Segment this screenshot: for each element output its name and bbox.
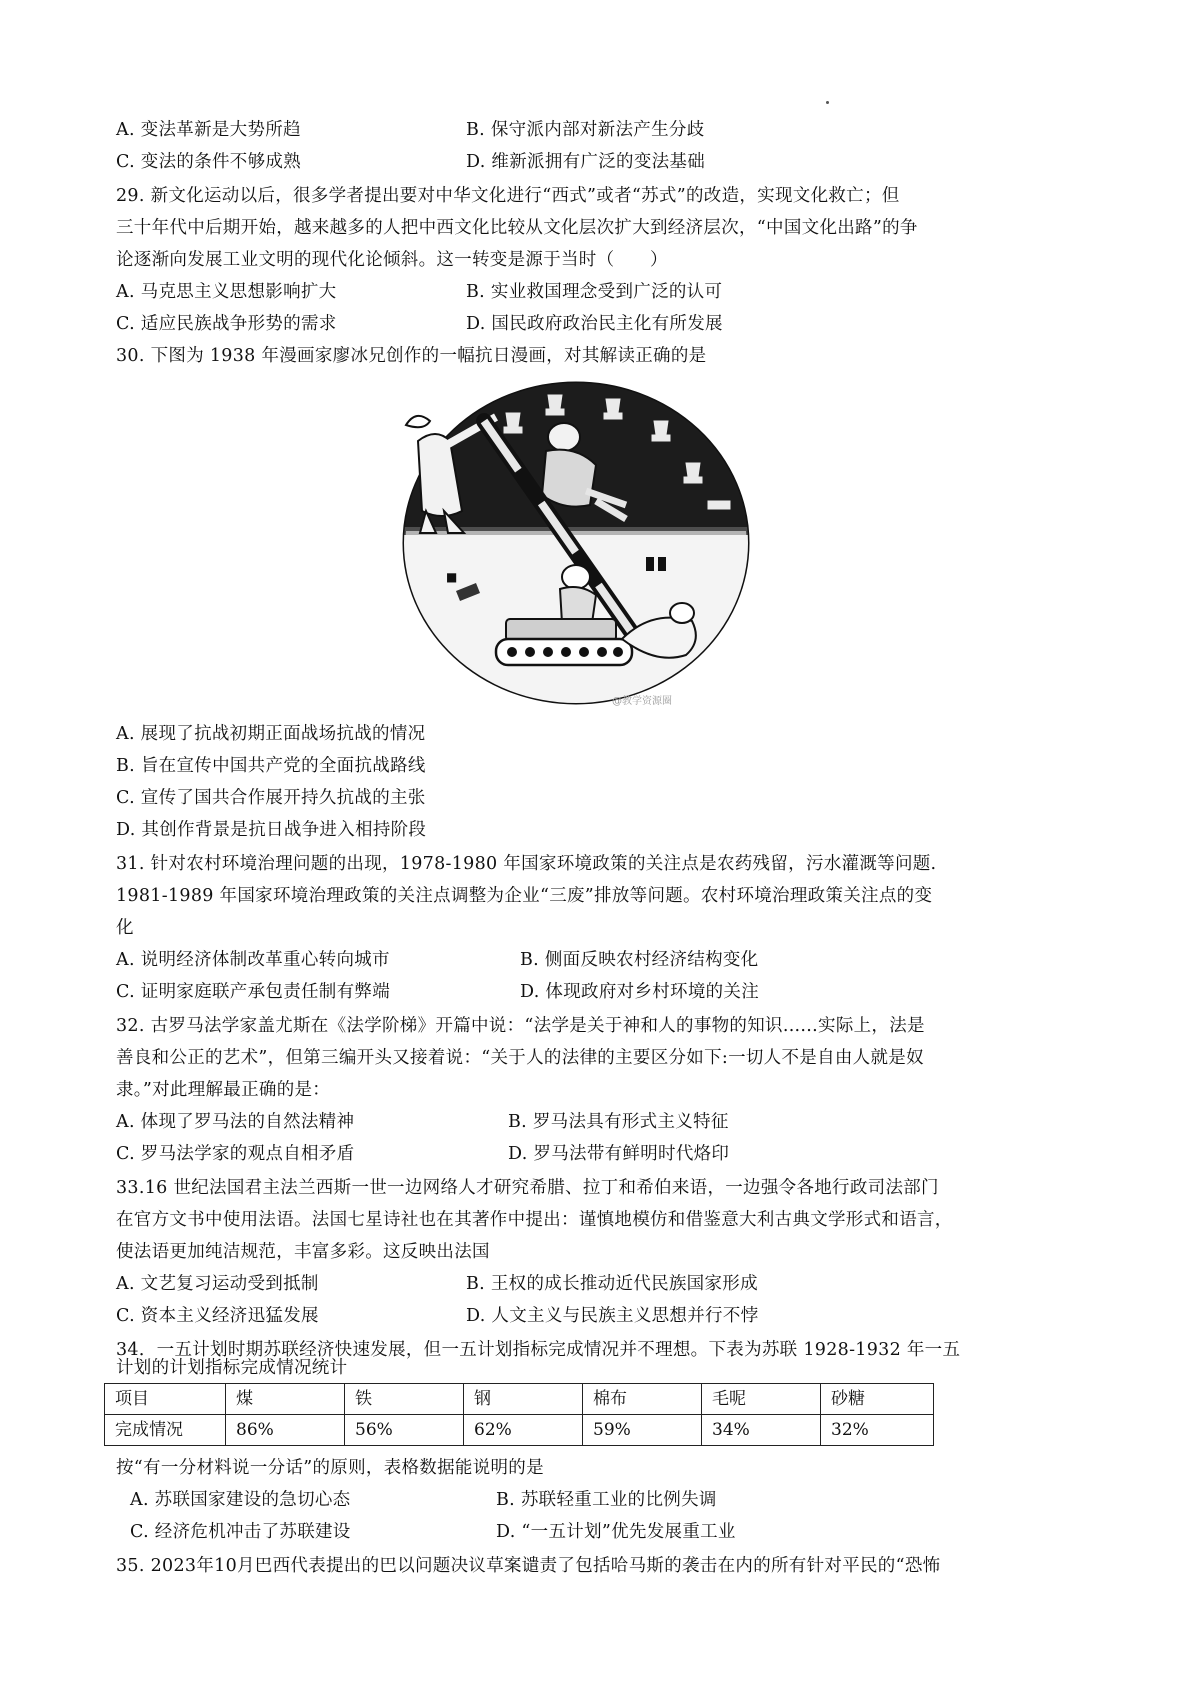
q34-option-d: D. “一五计划”优先发展重工业 bbox=[496, 1522, 736, 1542]
q30-option-b: B. 旨在宣传中国共产党的全面抗战路线 bbox=[116, 756, 426, 776]
q29-option-c: C. 适应民族战争形势的需求 bbox=[116, 314, 337, 334]
q33-stem-line-2: 在官方文书中使用法语。法国七星诗社也在其著作中提出：谨慎地模仿和借鉴意大利古典文学形式和语言， bbox=[116, 1210, 953, 1230]
q28-option-c: C. 变法的条件不够成熟 bbox=[116, 152, 301, 172]
table-cell: 59% bbox=[583, 1415, 702, 1446]
scan-speck bbox=[826, 101, 829, 104]
q32-stem-line-2: 善良和公正的艺术”，但第三编开头又接着说：“关于人的法律的主要区分如下:一切人不是自由人就是奴 bbox=[116, 1048, 924, 1068]
q30-option-d: D. 其创作背景是抗日战争进入相持阶段 bbox=[116, 820, 427, 840]
table-cell: 34% bbox=[702, 1415, 821, 1446]
q33-option-a: A. 文艺复习运动受到抵制 bbox=[116, 1274, 319, 1294]
q29-option-a: A. 马克思主义思想影响扩大 bbox=[116, 282, 337, 302]
table-cell: 56% bbox=[345, 1415, 464, 1446]
q33-option-c: C. 资本主义经济迅猛发展 bbox=[116, 1306, 319, 1326]
q32-option-a: A. 体现了罗马法的自然法精神 bbox=[116, 1112, 355, 1132]
q30-option-c: C. 宣传了国共合作展开持久抗战的主张 bbox=[116, 788, 426, 808]
q34-option-c: C. 经济危机冲击了苏联建设 bbox=[130, 1522, 351, 1542]
table-row bbox=[105, 1415, 934, 1446]
q32-stem-line-3: 隶。”对此理解最正确的是： bbox=[116, 1080, 331, 1100]
q30-option-a: A. 展现了抗战初期正面战场抗战的情况 bbox=[116, 724, 426, 744]
q32-option-b: B. 罗马法具有形式主义特征 bbox=[508, 1112, 729, 1132]
table-cell: 62% bbox=[464, 1415, 583, 1446]
q33-option-d: D. 人文主义与民族主义思想并行不悖 bbox=[466, 1306, 759, 1326]
q30-stem: 30. 下图为 1938 年漫画家廖冰兄创作的一幅抗日漫画，对其解读正确的是 bbox=[116, 346, 707, 366]
q31-stem-line-1: 31. 针对农村环境治理问题的出现，1978-1980 年国家环境政策的关注点是农药残留，污水灌溉等问题. bbox=[116, 854, 937, 874]
q34-stem-line-3: 按“有一分材料说一分话”的原则，表格数据能说明的是 bbox=[116, 1458, 544, 1478]
q34-option-a: A. 苏联国家建设的急切心态 bbox=[130, 1490, 351, 1510]
svg-text:■: ■ bbox=[446, 570, 458, 584]
q34-stem-line-1: 34．一五计划时期苏联经济快速发展，但一五计划指标完成情况并不理想。下表为苏联 1928-1932 年一五 bbox=[116, 1340, 961, 1360]
q32-option-c: C. 罗马法学家的观点自相矛盾 bbox=[116, 1144, 355, 1164]
q29-stem-line-2: 三十年代中后期开始，越来越多的人把中西文化比较从文化层次扩大到经济层次，“中国文化出路”的争 bbox=[116, 218, 918, 238]
q33-stem-line-1: 33.16 世纪法国君主法兰西斯一世一边网络人才研究希腊、拉丁和希伯来语，一边强令各地行政司法部门 bbox=[116, 1178, 939, 1198]
table-cell: 煤 bbox=[226, 1384, 345, 1415]
table-cell: 铁 bbox=[345, 1384, 464, 1415]
q32-stem-line-1: 32. 古罗马法学家盖尤斯在《法学阶梯》开篇中说：“法学是关于神和人的事物的知识......实际上，法是 bbox=[116, 1016, 925, 1036]
cartoon-watermark: @教学资源圈 bbox=[612, 696, 672, 707]
table-cell: 86% bbox=[226, 1415, 345, 1446]
table-cell: 钢 bbox=[464, 1384, 583, 1415]
q31-option-a: A. 说明经济体制改革重心转向城市 bbox=[116, 950, 390, 970]
q34-option-b: B. 苏联轻重工业的比例失调 bbox=[496, 1490, 717, 1510]
q28-option-b: B. 保守派内部对新法产生分歧 bbox=[466, 120, 705, 140]
q28-option-d: D. 维新派拥有广泛的变法基础 bbox=[466, 152, 706, 172]
q31-option-c: C. 证明家庭联产承包责任制有弊端 bbox=[116, 982, 390, 1002]
table-cell: 完成情况 bbox=[105, 1415, 226, 1446]
q28-option-a: A. 变法革新是大势所趋 bbox=[116, 120, 301, 140]
q33-stem-line-3: 使法语更加纯洁规范，丰富多彩。这反映出法国 bbox=[116, 1242, 490, 1262]
anti-japanese-cartoon-image bbox=[396, 381, 756, 709]
q32-option-d: D. 罗马法带有鲜明时代烙印 bbox=[508, 1144, 730, 1164]
q35-stem-line-1: 35. 2023年10月巴西代表提出的巴以问题决议草案谴责了包括哈马斯的袭击在内的所有针对平民的“恐怖 bbox=[116, 1556, 941, 1576]
q31-option-d: D. 体现政府对乡村环境的关注 bbox=[520, 982, 760, 1002]
table-cell: 32% bbox=[821, 1415, 934, 1446]
q34-stem-line-2: 计划的计划指标完成情况统计 bbox=[116, 1358, 348, 1378]
table-cell: 棉布 bbox=[583, 1384, 702, 1415]
q31-stem-line-2: 1981-1989 年国家环境治理政策的关注点调整为企业“三废”排放等问题。农村环境治理政策关注点的变 bbox=[116, 886, 933, 906]
q29-stem-line-3: 论逐渐向发展工业文明的现代化论倾斜。这一转变是源于当时（ ） bbox=[116, 250, 668, 270]
q31-option-b: B. 侧面反映农村经济结构变化 bbox=[520, 950, 759, 970]
table-cell: 砂糖 bbox=[821, 1384, 934, 1415]
q29-option-d: D. 国民政府政治民主化有所发展 bbox=[466, 314, 723, 334]
q29-stem-line-1: 29. 新文化运动以后，很多学者提出要对中华文化进行“西式”或者“苏式”的改造，实现文化救亡；但 bbox=[116, 186, 900, 206]
q34-data-table bbox=[104, 1383, 934, 1446]
q31-stem-line-3: 化 bbox=[116, 918, 134, 938]
q33-option-b: B. 王权的成长推动近代民族国家形成 bbox=[466, 1274, 758, 1294]
table-header-row bbox=[105, 1384, 934, 1415]
q29-option-b: B. 实业救国理念受到广泛的认可 bbox=[466, 282, 723, 302]
table-cell: 项目 bbox=[105, 1384, 226, 1415]
table-cell: 毛呢 bbox=[702, 1384, 821, 1415]
